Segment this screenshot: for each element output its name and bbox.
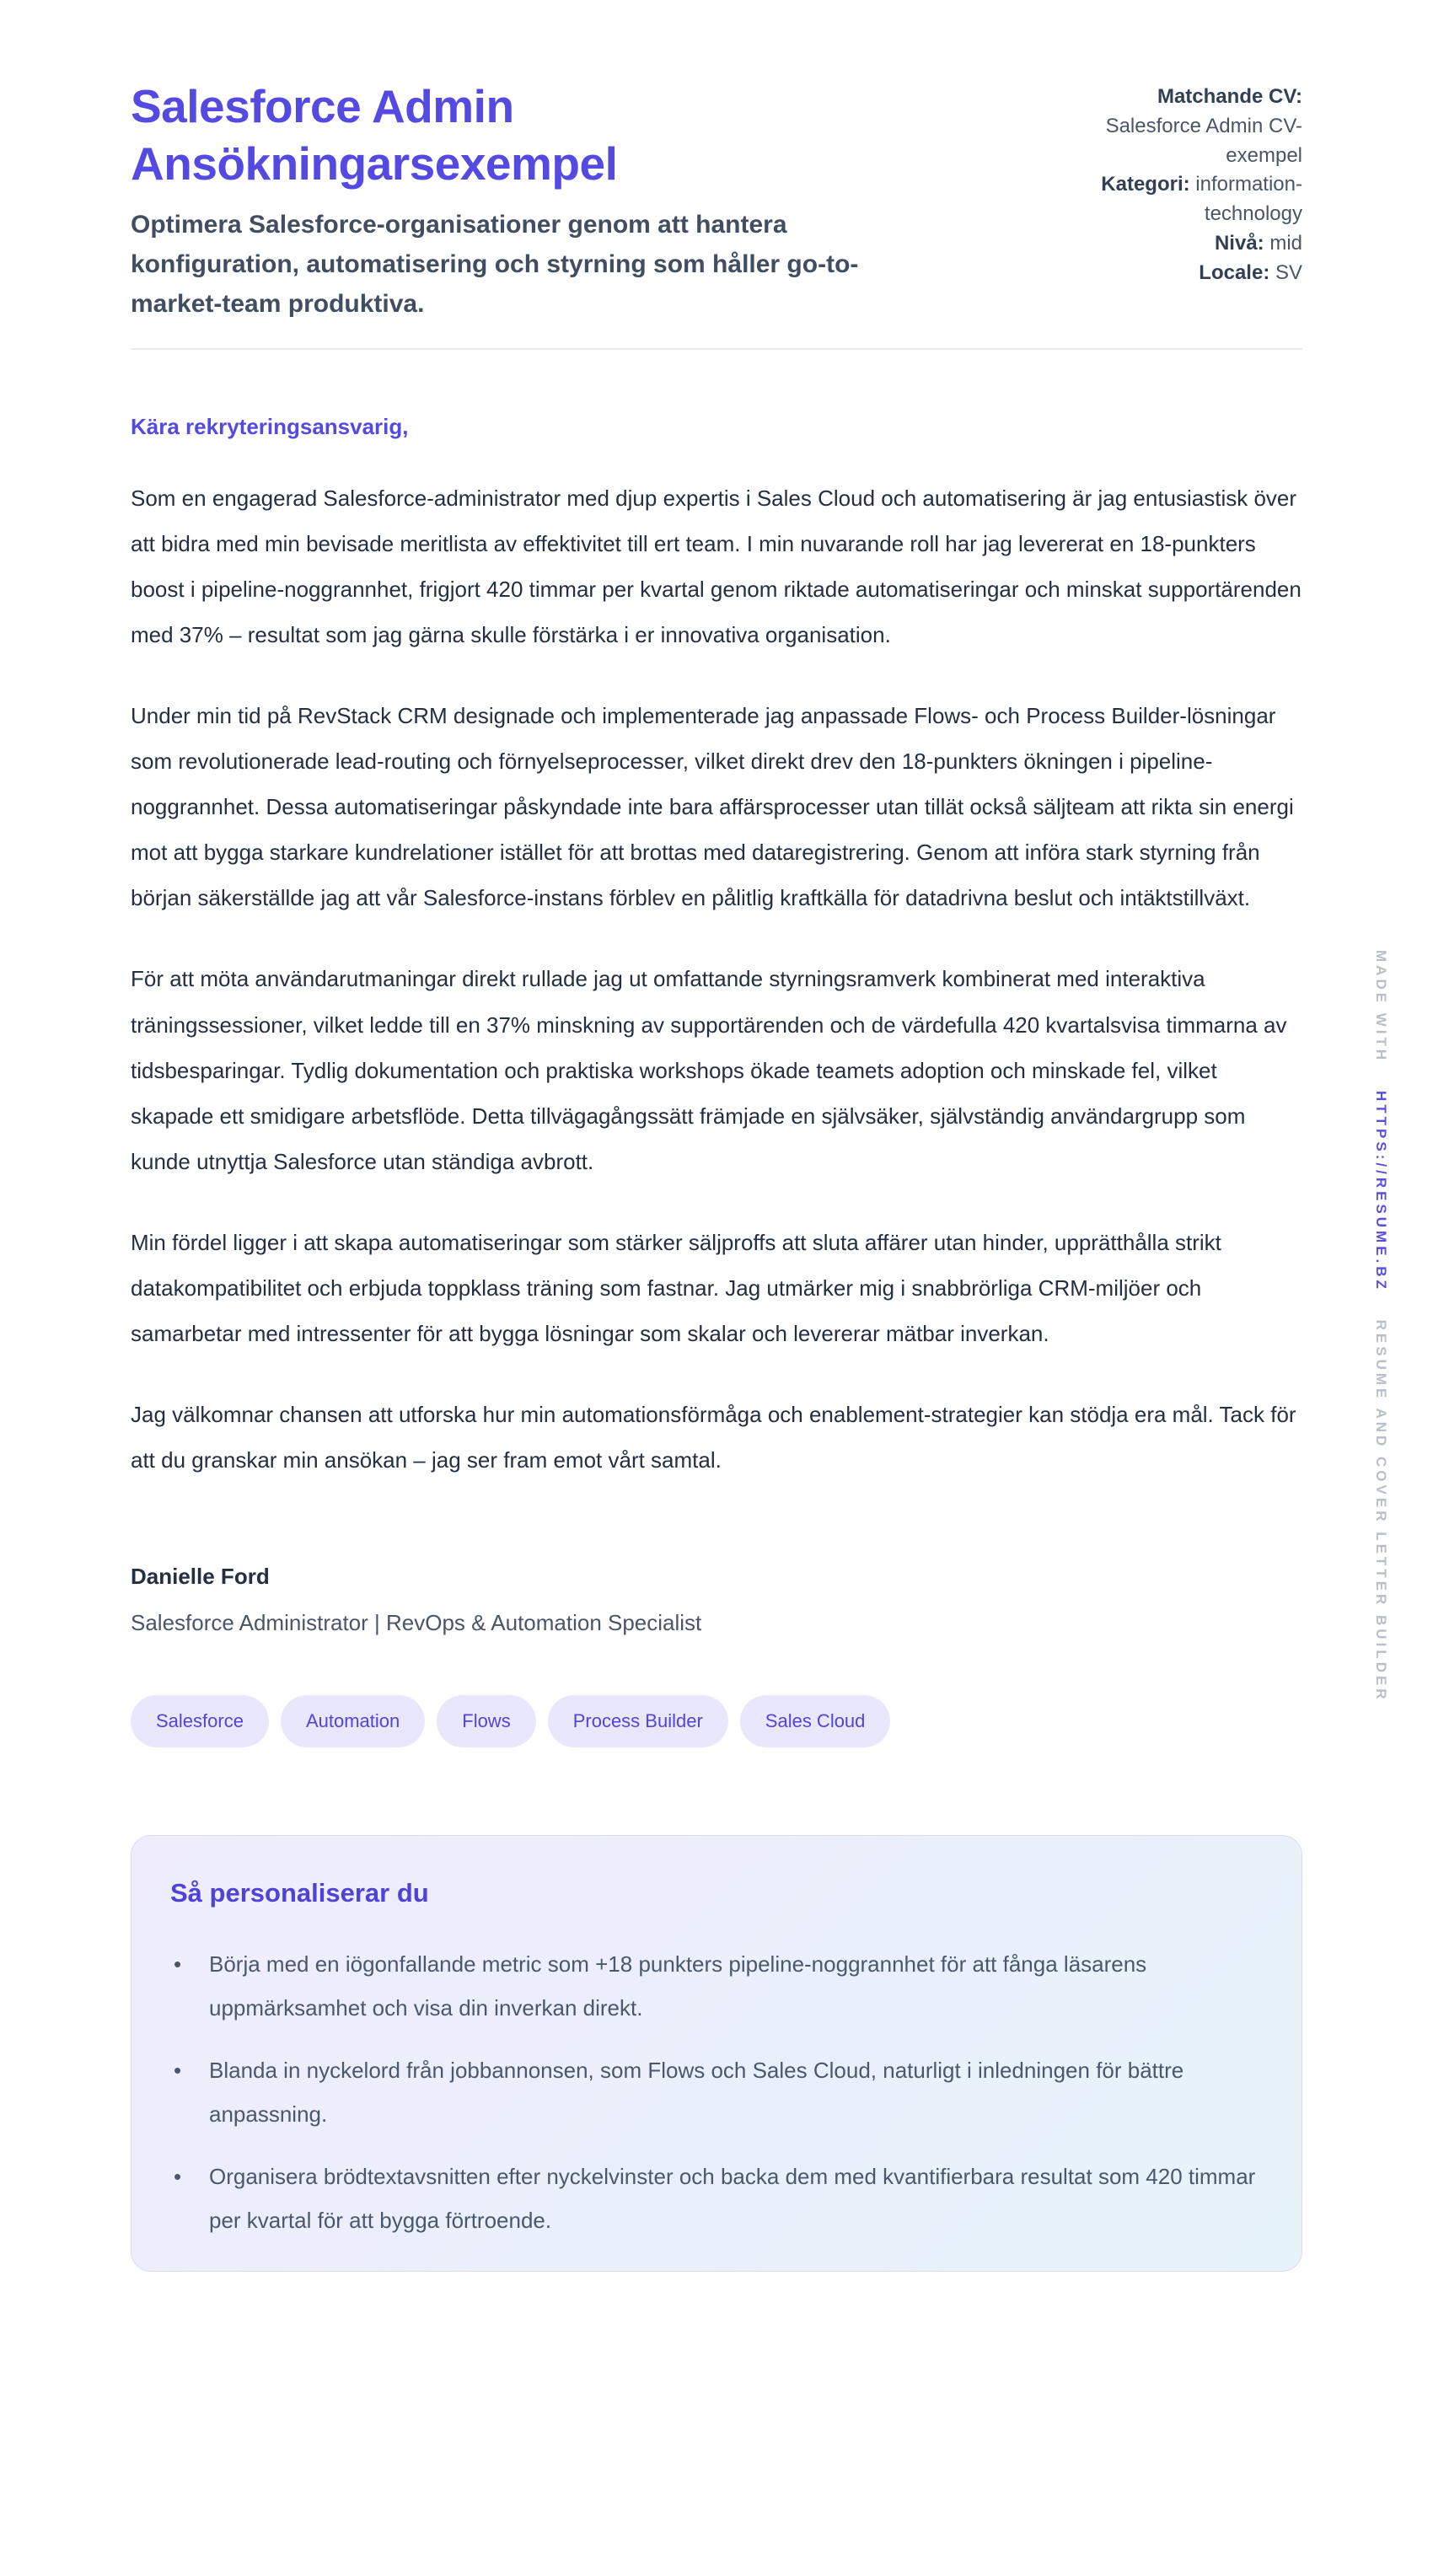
- header: [131, 78, 1302, 325]
- tag-chip-process-builder: Process Builder: [548, 1695, 728, 1747]
- signature-name: Danielle Ford: [131, 1564, 270, 1590]
- watermark: [1372, 950, 1389, 1703]
- tips-title: Så personaliserar du: [170, 1878, 429, 1908]
- meta-item-level: [1087, 229, 1302, 259]
- tip-item-2: • Blanda in nyckelord från jobbannonsen, som Flows och Sales Cloud, naturligt i inledningen för bättre anpassning.: [170, 2048, 1263, 2136]
- paragraph-1: Som en engagerad Salesforce-administrator med djup expertis i Sales Cloud och automatisering är jag entusiastisk över att bidra med min bevisade meritlista av effektivitet till ert team. I min nuvarande roll har jag levererat en 18-punkters boost i pipeline-noggrannhet, frigjort 420 timmar per kvartal genom riktade automatiseringar och minskat supportärenden med 37% – resultat som jag gärna skulle förstärka i er innovativa organisation.: [131, 485, 1302, 647]
- meta-item-category: [1087, 170, 1302, 229]
- paragraph-2: Under min tid på RevStack CRM designade och implementerade jag anpassade Flows- och Process Builder-lösningar som revolutionerade lead-routing och förnyelseprocesser, vilket direkt drev den 18-punkters ökningen i pipeline-noggrannhet. Dessa automatiseringar påskyndade inte bara affärsprocesser utan tillät också säljteam att rikta sin energi mot att bygga starkare kundrelationer istället för att brottas med dataregistrering. Genom att införa stark styrning från början säkerställde jag att vår Salesforce-instans förblev en pålitlig kraftkälla för datadrivna beslut och intäktstillväxt.: [131, 703, 1294, 911]
- paragraph-4: Min fördel ligger i att skapa automatiseringar som stärker säljproffs att sluta affärer utan hinder, upprätthålla strikt datakompatibilitet och erbjuda toppklass träning som fastnar. Jag utmärker mig i snabbrörliga CRM-miljöer och samarbetar med intressenter för att bygga lösningar som skalar och levererar mätbar inverkan.: [131, 1229, 1221, 1347]
- tips-list: [170, 1942, 1263, 2242]
- signature-role: Salesforce Administrator | RevOps & Automation Specialist: [131, 1610, 702, 1636]
- tip-item-3: • Organisera brödtextavsnitten efter nyckelvinster och backa dem med kvantifierbara resultat som 420 timmar per kvartal för att bygga förtroende.: [170, 2155, 1263, 2242]
- tag-list: [131, 1695, 1302, 1747]
- meta-item-matching-cv: [1087, 83, 1302, 170]
- header-title-block: [131, 78, 1087, 325]
- tip-item-1: • Börja med en iögonfallande metric som +18 punkters pipeline-noggrannhet för att fånga läsarens uppmärksamhet och visa din inverkan direkt.: [170, 1942, 1263, 2030]
- meta-label-level: Nivå:: [1214, 231, 1264, 255]
- cover-letter-body: [131, 414, 1302, 1636]
- page-subtitle: Optimera Salesforce-organisationer genom att hantera konfiguration, automatisering och styrning som håller go-to-market-team produktiva.: [131, 211, 859, 318]
- tag-chip-flows: Flows: [437, 1695, 535, 1747]
- meta-value-category: information-technology: [1195, 173, 1302, 226]
- tips-box: [131, 1835, 1302, 2272]
- matching-cv-link[interactable]: Salesforce Admin CV-exempel: [1105, 114, 1302, 167]
- paragraph-3: För att möta användarutmaningar direkt rullade jag ut omfattande styrningsramverk kombinerat med interaktiva träningssessioner, vilket ledde till en 37% minskning av supportärenden och de värdefulla 420 kvartalsvisa timmarna av tidsbesparingar. Tydlig dokumentation och praktiska workshops ökade teamets adoption och minskade fel, vilket skapade ett smidigare arbetsflöde. Detta tillvägagångssätt främjade en självsäker, självständig användargrupp som kunde utnyttja Salesforce utan ständiga avbrott.: [131, 966, 1287, 1174]
- meta-label-locale: Locale:: [1199, 260, 1270, 284]
- paragraph-5: Jag välkomnar chansen att utforska hur min automationsförmåga och enablement-strategier kan stödja era mål. Tack för att du granskar min ansökan – jag ser fram emot vårt samtal.: [131, 1402, 1296, 1473]
- meta-item-locale: [1087, 259, 1302, 288]
- greeting: Kära rekryteringsansvarig,: [131, 413, 409, 439]
- meta-label-matching-cv: Matchande CV:: [1157, 85, 1302, 108]
- watermark-made-with-text: MADE WITH: [1373, 950, 1389, 1064]
- watermark-resume-bz-link[interactable]: HTTPS://RESUME.BZ: [1373, 1090, 1389, 1292]
- tag-chip-salesforce: Salesforce: [131, 1695, 269, 1747]
- meta-label-category: Kategori:: [1101, 173, 1190, 196]
- meta-value-locale: SV: [1275, 260, 1302, 284]
- meta-panel: [1087, 78, 1302, 288]
- tag-chip-sales-cloud: Sales Cloud: [740, 1695, 891, 1747]
- page-title: Salesforce Admin Ansökningarsexempel: [131, 80, 618, 191]
- watermark-builder-text: RESUME AND COVER LETTER BUILDER: [1373, 1319, 1389, 1703]
- divider: [131, 348, 1302, 350]
- tag-chip-automation: Automation: [281, 1695, 425, 1747]
- meta-value-level: mid: [1269, 231, 1302, 255]
